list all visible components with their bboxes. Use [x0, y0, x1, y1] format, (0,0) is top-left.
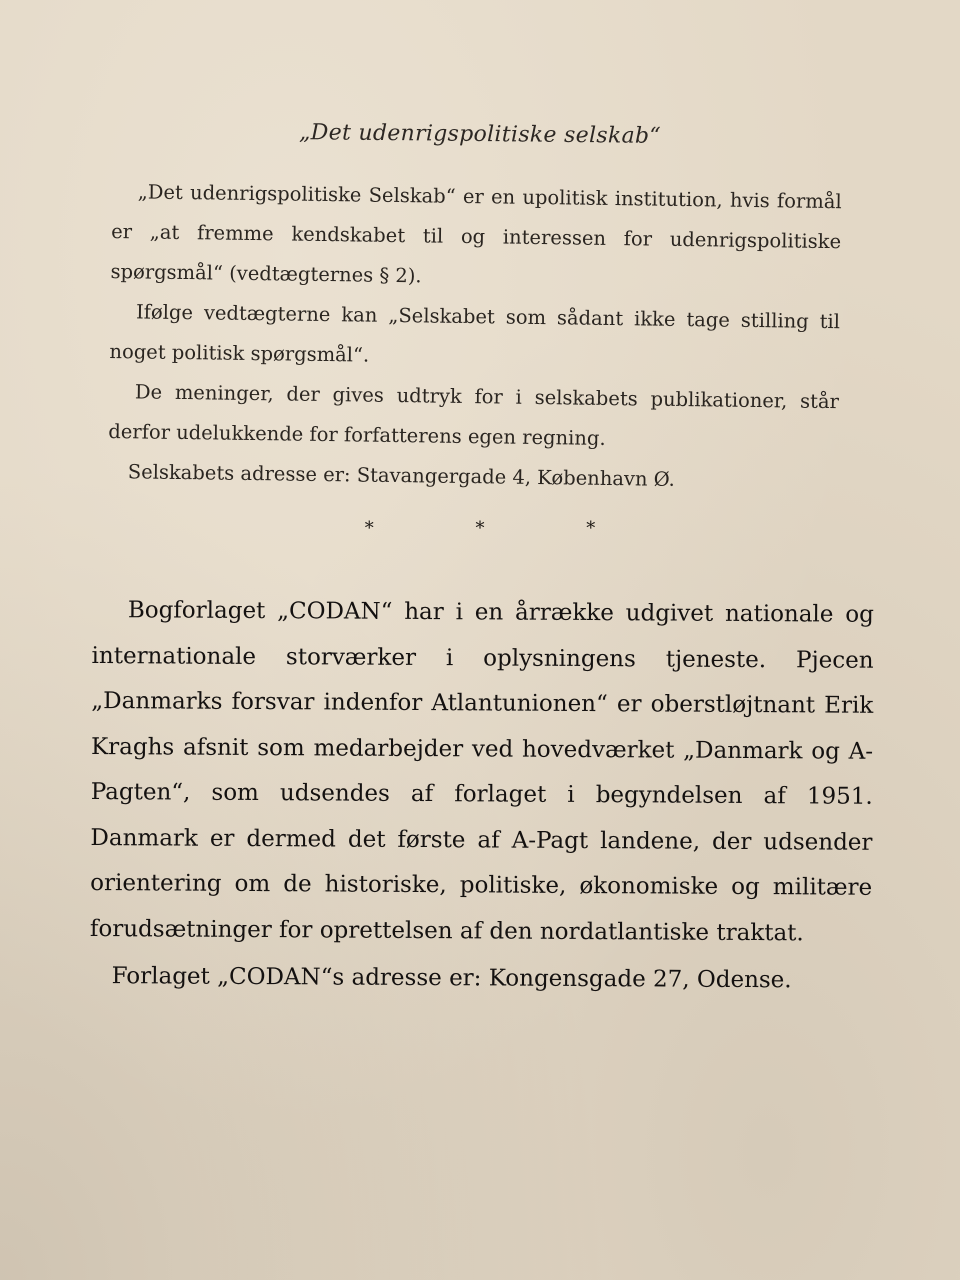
society-statutes-paragraph: Ifølge vedtægterne kan „Selskabet som sådant ikke tage stilling til noget politisk spørgsmål“.	[109, 300, 841, 367]
society-notice	[108, 172, 842, 502]
section-heading: „Det udenrigspolitiske selskab“	[298, 120, 662, 149]
society-address: Selskabets adresse er: Stavangergade 4, København Ø.	[127, 460, 675, 491]
separator-stars: * * *	[364, 518, 644, 539]
society-description-paragraph: „Det udenrigspolitiske Selskab“ er en upolitisk institution, hvis formål er „at fremme kendskabet til og interessen for udenrigspolitiske spørgsmål“ (vedtægternes § 2).	[110, 180, 842, 288]
publisher-notice	[89, 588, 873, 1004]
publisher-address: Forlaget „CODAN“s adresse er: Kongensgade 27, Odense.	[111, 963, 792, 994]
publisher-description-paragraph: Bogforlaget „CODAN“ har i en årrække udgivet nationale og internationale storværker i oplysningens tjeneste. Pjecen „Danmarks forsvar indenfor Atlantunionen“ er oberstløjtnant Erik Kraghs afsnit som medarbejder ved hovedværket „Danmark og A-Pagten“, som udsendes af forlaget i begyndelsen af 1951. Danmark er dermed det første af A-Pagt landene, der udsender orientering om de historiske, politiske, økonomiske og militære forudsætninger for oprettelsen af den nordatlantiske traktat.	[89, 597, 874, 946]
society-disclaimer-paragraph: De meninger, der gives udtryk for i selskabets publikationer, står derfor udelukkende for forfatterens egen regning.	[108, 380, 840, 450]
